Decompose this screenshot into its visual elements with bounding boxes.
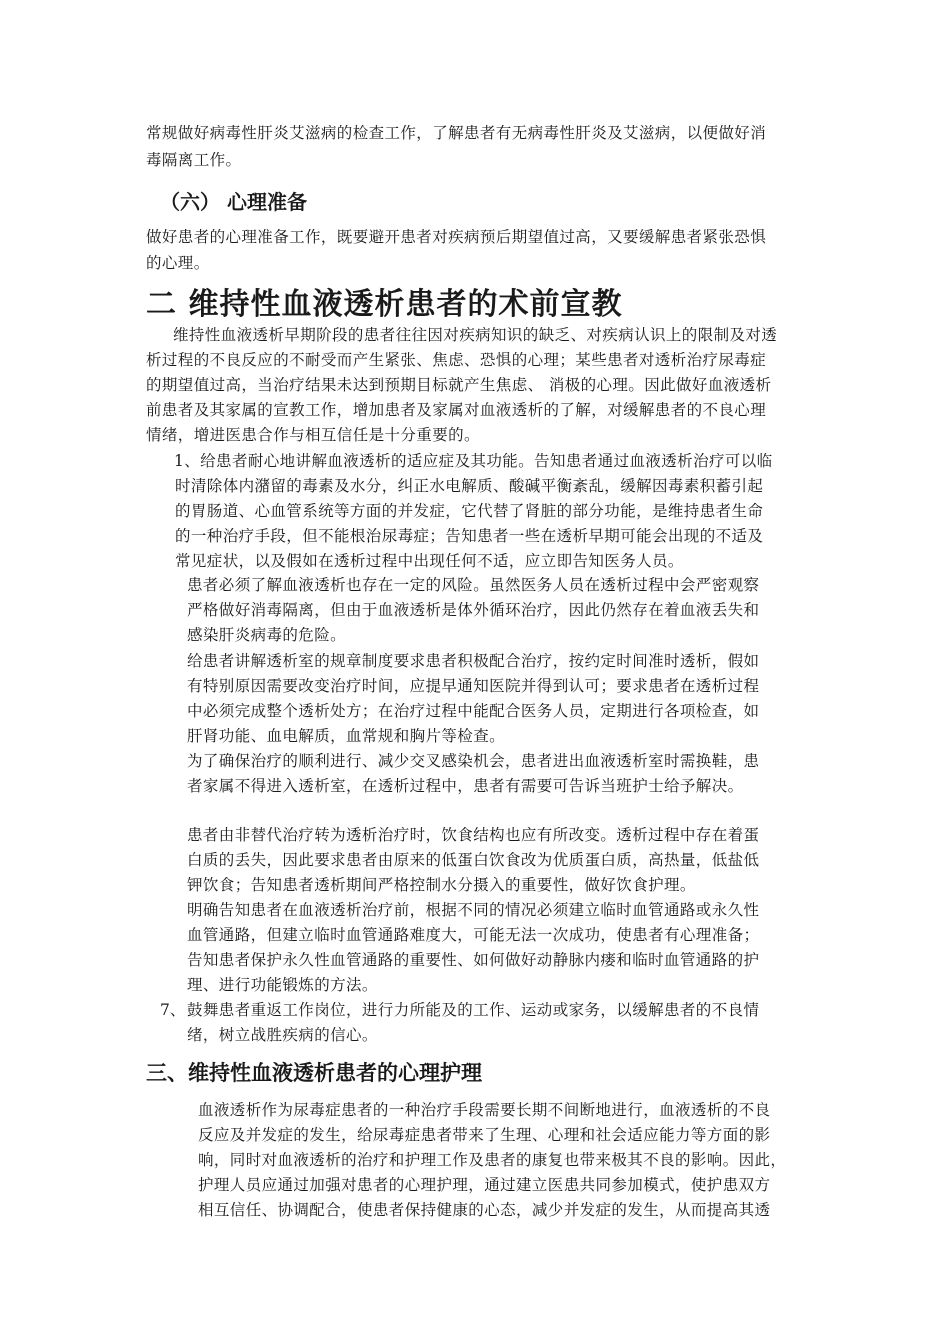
list-item-line: 的胃肠道、心血管系统等方面的并发症，它代替了肾脏的部分功能，是维持患者生命 xyxy=(175,502,764,520)
list-item-number: 7、 xyxy=(160,1001,186,1019)
list-item-line: 感染肝炎病毒的危险。 xyxy=(187,626,347,644)
list-item-line: 鼓舞患者重返工作岗位，进行力所能及的工作、运动或家务，以缓解患者的不良情 xyxy=(187,1001,760,1019)
paragraph-line: 血液透析作为尿毒症患者的一种治疗手段需要长期不间断地进行，血液透析的不良 xyxy=(198,1101,771,1119)
list-item-line: 白质的丢失，因此要求患者由原来的低蛋白饮食改为优质蛋白质，高热量，低盐低 xyxy=(187,851,760,869)
paragraph-line: 情绪，增进医患合作与相互信任是十分重要的。 xyxy=(146,426,480,444)
paragraph-line: 的期望值过高，当治疗结果未达到预期目标就产生焦虑、 消极的心理。因此做好血液透析 xyxy=(146,376,772,394)
list-item-line: 绪，树立战胜疾病的信心。 xyxy=(187,1026,378,1044)
list-item-line: 患者由非替代治疗转为透析治疗时，饮食结构也应有所改变。透析过程中存在着蛋 xyxy=(187,826,760,844)
list-item-line: 严格做好消毒隔离，但由于血液透析是体外循环治疗，因此仍然存在着血液丢失和 xyxy=(187,601,760,619)
list-item-line: 钾饮食；告知患者透析期间严格控制水分摄入的重要性，做好饮食护理。 xyxy=(187,876,696,894)
section-heading: 三、维持性血液透析患者的心理护理 xyxy=(146,1060,482,1085)
paragraph-line: 维持性血液透析早期阶段的患者往往因对疾病知识的缺乏、对疾病认识上的限制及对透 xyxy=(173,326,778,344)
list-item-line: 常见症状，以及假如在透析过程中出现任何不适，应立即告知医务人员。 xyxy=(175,552,684,570)
section-heading: （六） 心理准备 xyxy=(160,190,307,214)
list-item-line: 告知患者保护永久性血管通路的重要性、如何做好动静脉内瘘和临时血管通路的护 xyxy=(187,951,760,969)
list-item-line: 的一种治疗手段，但不能根治尿毒症；告知患者一些在透析早期可能会出现的不适及 xyxy=(175,527,764,545)
paragraph-line: 的心理。 xyxy=(146,254,210,272)
list-item-line: 为了确保治疗的顺利进行、减少交叉感染机会，患者进出血液透析室时需换鞋，患 xyxy=(187,752,760,770)
list-item-line: 中必须完成整个透析处方；在治疗过程中能配合医务人员，定期进行各项检查，如 xyxy=(187,702,760,720)
paragraph-line: 常规做好病毒性肝炎艾滋病的检查工作，了解患者有无病毒性肝炎及艾滋病，以便做好消 xyxy=(146,124,767,142)
list-item-line: 给患者讲解透析室的规章制度要求患者积极配合治疗，按约定时间准时透析，假如 xyxy=(187,652,760,670)
paragraph-line: 做好患者的心理准备工作，既要避开患者对疾病预后期望值过高，又要缓解患者紧张恐惧 xyxy=(146,228,767,246)
list-item-line: 患者必须了解血液透析也存在一定的风险。虽然医务人员在透析过程中会严密观察 xyxy=(187,576,760,594)
paragraph-line: 相互信任、协调配合，使患者保持健康的心态，减少并发症的发生，从而提高其透 xyxy=(198,1201,771,1219)
paragraph-line: 护理人员应通过加强对患者的心理护理，通过建立医患共同参加模式，使护患双方 xyxy=(198,1176,771,1194)
chapter-heading: 二 维持性血液透析患者的术前宣教 xyxy=(146,287,623,322)
list-item-line: 者家属不得进入透析室，在透析过程中，患者有需要可告诉当班护士给予解决。 xyxy=(187,777,744,795)
list-item-line: 血管通路，但建立临时血管通路难度大，可能无法一次成功，使患者有心理准备； xyxy=(187,926,760,944)
paragraph-line: 响，同时对血液透析的治疗和护理工作及患者的康复也带来极其不良的影响。因此， xyxy=(198,1151,787,1169)
paragraph-line: 毒隔离工作。 xyxy=(146,151,242,169)
paragraph-line: 反应及并发症的发生，给尿毒症患者带来了生理、心理和社会适应能力等方面的影 xyxy=(198,1126,771,1144)
list-item-line: 明确告知患者在血液透析治疗前，根据不同的情况必须建立临时血管通路或永久性 xyxy=(187,901,760,919)
list-item-line: 1、给患者耐心地讲解血液透析的适应症及其功能。告知患者通过血液透析治疗可以临 xyxy=(174,452,773,470)
list-item-line: 时清除体内潴留的毒素及水分，纠正水电解质、酸碱平衡紊乱，缓解因毒素积蓄引起 xyxy=(175,477,764,495)
paragraph-line: 前患者及其家属的宣教工作，增加患者及家属对血液透析的了解，对缓解患者的不良心理 xyxy=(146,401,767,419)
paragraph-line: 析过程的不良反应的不耐受而产生紧张、焦虑、恐惧的心理；某些患者对透析治疗尿毒症 xyxy=(146,351,767,369)
list-item-line: 有特别原因需要改变治疗时间，应提早通知医院并得到认可；要求患者在透析过程 xyxy=(187,677,760,695)
list-item-line: 理、进行功能锻炼的方法。 xyxy=(187,976,378,994)
list-item-line: 肝肾功能、血电解质，血常规和胸片等检查。 xyxy=(187,727,506,745)
